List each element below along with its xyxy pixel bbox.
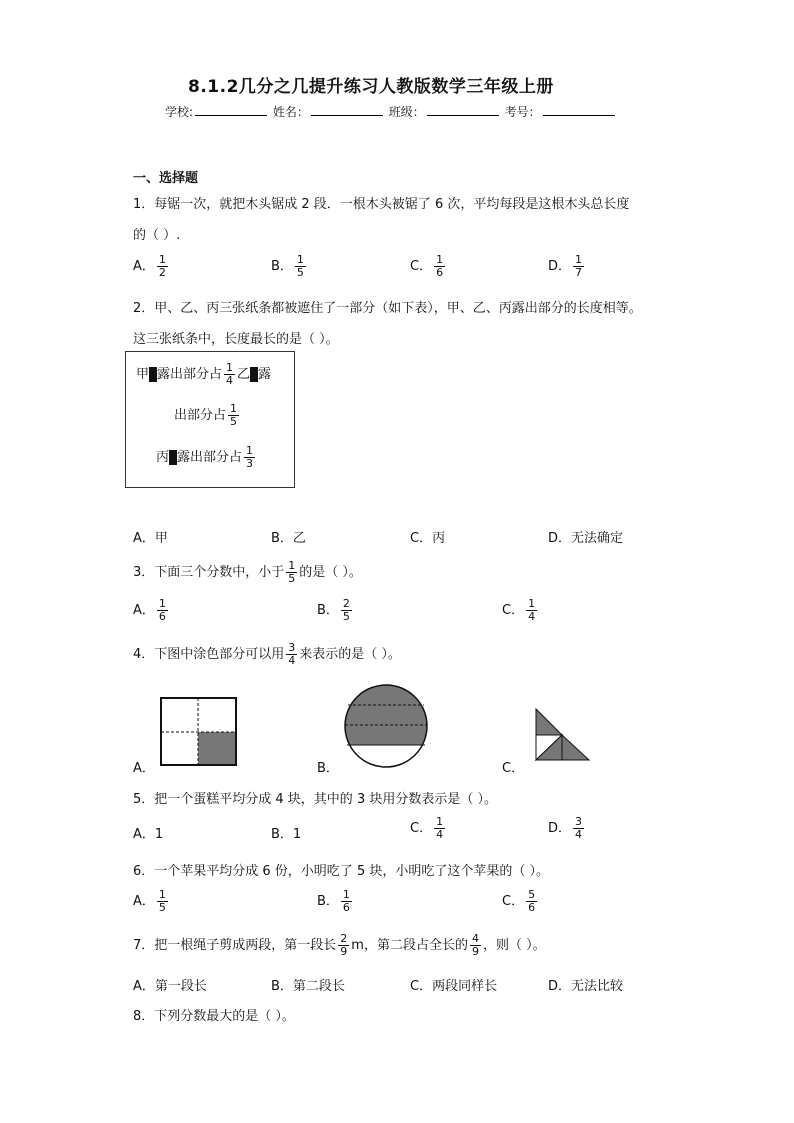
denominator: 4 bbox=[288, 654, 296, 667]
denominator: 4 bbox=[528, 610, 536, 623]
fraction bbox=[295, 254, 306, 279]
option-label: D． bbox=[548, 821, 572, 836]
question-text: 3．下面三个分数中，小于 bbox=[133, 565, 285, 580]
option-label: A． bbox=[133, 894, 155, 909]
q2-table-row3 bbox=[156, 445, 257, 470]
denominator: 6 bbox=[528, 901, 536, 914]
denominator: 4 bbox=[575, 828, 583, 841]
shown-text: 出部分占 bbox=[174, 408, 227, 423]
question-8: 8．下列分数最大的是（ ）。 bbox=[133, 1009, 295, 1024]
denominator: 5 bbox=[288, 572, 296, 585]
cover-block bbox=[250, 367, 258, 382]
q5-option-c[interactable] bbox=[410, 816, 447, 841]
shown-text: 露出部分占 bbox=[157, 367, 223, 382]
fraction bbox=[573, 816, 584, 841]
fraction bbox=[341, 889, 352, 914]
question-7 bbox=[133, 933, 546, 958]
question-text: 的是（ ）。 bbox=[299, 565, 362, 580]
q6-option-b[interactable] bbox=[317, 889, 354, 914]
option-label: C． bbox=[410, 821, 433, 836]
q5-option-d[interactable] bbox=[548, 816, 586, 841]
numerator: 1 bbox=[436, 815, 444, 828]
question-text: ，则（ ）。 bbox=[482, 938, 546, 953]
q4-figure-circle bbox=[343, 683, 429, 769]
option-label: D． bbox=[548, 979, 572, 994]
q1-option-c[interactable] bbox=[410, 254, 447, 279]
shown-text: 露出部分占 bbox=[177, 450, 243, 465]
shaded-part bbox=[562, 735, 589, 760]
question-text: 7．把一根绳子剪成两段，第一段长 bbox=[133, 938, 337, 953]
fraction bbox=[338, 933, 349, 958]
q3-option-a[interactable] bbox=[133, 598, 170, 623]
q2-option-a[interactable] bbox=[133, 527, 168, 546]
q7-option-c[interactable] bbox=[410, 975, 497, 994]
option-label: B． bbox=[317, 603, 339, 618]
numerator: 4 bbox=[471, 932, 479, 945]
shown-text: 露 bbox=[258, 367, 272, 382]
question-2-line2: 这三张纸条中，长度最长的是（ ）。 bbox=[133, 332, 339, 347]
denominator: 9 bbox=[471, 945, 479, 958]
option-label: A． bbox=[133, 979, 155, 994]
denominator: 2 bbox=[158, 266, 166, 279]
numerator: 1 bbox=[575, 253, 583, 266]
class-label: 班级： bbox=[388, 105, 425, 119]
numerator: 3 bbox=[575, 815, 583, 828]
question-text: 4．下图中涂色部分可以用 bbox=[133, 647, 285, 662]
question-text: m，第二段占全长的 bbox=[351, 938, 468, 953]
option-label: C． bbox=[502, 894, 525, 909]
student-info-line bbox=[165, 103, 617, 120]
number-blank[interactable] bbox=[543, 103, 615, 116]
q1-option-d[interactable] bbox=[548, 254, 586, 279]
option-text: 两段同样长 bbox=[432, 979, 498, 994]
strip-yi: 乙 bbox=[237, 367, 251, 382]
numerator: 3 bbox=[288, 641, 296, 654]
q6-option-a[interactable] bbox=[133, 889, 170, 914]
option-label: A． bbox=[133, 603, 155, 618]
q7-option-a[interactable] bbox=[133, 975, 207, 994]
denominator: 3 bbox=[246, 457, 254, 470]
q7-option-d[interactable] bbox=[548, 975, 623, 994]
q3-option-c[interactable] bbox=[502, 598, 539, 623]
option-label: B． bbox=[271, 827, 293, 842]
q4-figure-triangle bbox=[534, 707, 594, 762]
option-label: D． bbox=[548, 531, 572, 546]
denominator: 5 bbox=[230, 415, 238, 428]
q2-table-row2 bbox=[174, 403, 241, 428]
name-blank[interactable] bbox=[311, 103, 383, 116]
option-text: 甲 bbox=[154, 531, 168, 546]
number-label: 考号： bbox=[504, 105, 541, 119]
fraction bbox=[434, 816, 445, 841]
numerator: 1 bbox=[226, 361, 234, 374]
option-label: B． bbox=[271, 979, 293, 994]
question-1-line2: 的（ ）. bbox=[133, 228, 181, 243]
class-blank[interactable] bbox=[427, 103, 499, 116]
option-text: 无法确定 bbox=[571, 531, 624, 546]
option-text: 第二段长 bbox=[292, 979, 345, 994]
fraction bbox=[573, 254, 584, 279]
name-label: 姓名： bbox=[272, 105, 309, 119]
option-label: B． bbox=[271, 259, 293, 274]
numerator: 2 bbox=[340, 932, 348, 945]
q5-option-a[interactable] bbox=[133, 823, 163, 842]
q4-option-a[interactable]: A． bbox=[133, 761, 155, 776]
denominator: 6 bbox=[436, 266, 444, 279]
fraction bbox=[157, 254, 168, 279]
question-2-line1: 2．甲、乙、丙三张纸条都被遮住了一部分（如下表），甲、乙、丙露出部分的长度相等。 bbox=[133, 301, 642, 316]
strip-jia: 甲 bbox=[136, 367, 150, 382]
numerator: 1 bbox=[158, 888, 166, 901]
fraction bbox=[341, 598, 352, 623]
question-4 bbox=[133, 642, 401, 667]
question-6: 6．一个苹果平均分成 6 份，小明吃了 5 块，小明吃了这个苹果的（ ）。 bbox=[133, 864, 549, 879]
option-text: 乙 bbox=[292, 531, 306, 546]
q3-option-b[interactable] bbox=[317, 598, 354, 623]
numerator: 2 bbox=[342, 597, 350, 610]
numerator: 1 bbox=[288, 559, 296, 572]
question-3 bbox=[133, 560, 362, 585]
denominator: 5 bbox=[158, 901, 166, 914]
option-label: C． bbox=[410, 531, 433, 546]
fraction bbox=[228, 403, 239, 428]
option-label: C． bbox=[410, 259, 433, 274]
school-blank[interactable] bbox=[195, 103, 267, 116]
denominator: 5 bbox=[296, 266, 304, 279]
denominator: 9 bbox=[340, 945, 348, 958]
denominator: 6 bbox=[158, 610, 166, 623]
q7-option-b[interactable] bbox=[271, 975, 345, 994]
numerator: 1 bbox=[296, 253, 304, 266]
denominator: 7 bbox=[575, 266, 583, 279]
fraction bbox=[224, 362, 235, 387]
q4-option-c[interactable]: C． bbox=[502, 761, 525, 776]
question-text: 来表示的是（ ）。 bbox=[299, 647, 401, 662]
denominator: 4 bbox=[436, 828, 444, 841]
q4-figure-square bbox=[160, 697, 238, 767]
numerator: 1 bbox=[528, 597, 536, 610]
numerator: 5 bbox=[528, 888, 536, 901]
q6-option-c[interactable] bbox=[502, 889, 539, 914]
q1-option-a[interactable] bbox=[133, 254, 170, 279]
numerator: 1 bbox=[436, 253, 444, 266]
fraction bbox=[526, 889, 537, 914]
page-title: 8.1.2几分之几提升练习人教版数学三年级上册 bbox=[188, 77, 554, 97]
fraction bbox=[434, 254, 445, 279]
option-label: B． bbox=[271, 531, 293, 546]
school-label: 学校: bbox=[165, 105, 194, 119]
option-label: A． bbox=[133, 531, 155, 546]
option-text: 丙 bbox=[432, 531, 446, 546]
numerator: 1 bbox=[342, 888, 350, 901]
numerator: 1 bbox=[230, 402, 238, 415]
denominator: 6 bbox=[342, 901, 350, 914]
option-label: C． bbox=[410, 979, 433, 994]
shaded-part bbox=[343, 683, 429, 745]
fraction bbox=[286, 560, 297, 585]
fraction bbox=[157, 598, 168, 623]
option-label: A． bbox=[133, 827, 155, 842]
shaded-part bbox=[536, 709, 562, 735]
numerator: 1 bbox=[158, 253, 166, 266]
q4-option-b[interactable]: B． bbox=[317, 761, 339, 776]
fraction bbox=[244, 445, 255, 470]
option-text: 第一段长 bbox=[154, 979, 207, 994]
section-title: 一、选择题 bbox=[133, 171, 199, 186]
fraction bbox=[526, 598, 537, 623]
option-text: 1 bbox=[292, 827, 302, 842]
shaded-quarter bbox=[198, 732, 236, 765]
cover-block bbox=[169, 450, 177, 465]
fraction bbox=[286, 642, 297, 667]
fraction bbox=[157, 889, 168, 914]
option-text: 无法比较 bbox=[571, 979, 624, 994]
question-5: 5．把一个蛋糕平均分成 4 块，其中的 3 块用分数表示是（ ）。 bbox=[133, 792, 497, 807]
fraction bbox=[470, 933, 481, 958]
strip-bing: 丙 bbox=[156, 450, 170, 465]
q5-option-b[interactable] bbox=[271, 823, 301, 842]
option-text: 1 bbox=[154, 827, 164, 842]
denominator: 5 bbox=[342, 610, 350, 623]
cover-block bbox=[149, 367, 157, 382]
q2-option-b[interactable] bbox=[271, 527, 306, 546]
q2-option-c[interactable] bbox=[410, 527, 445, 546]
option-label: B． bbox=[317, 894, 339, 909]
numerator: 1 bbox=[158, 597, 166, 610]
q2-option-d[interactable] bbox=[548, 527, 623, 546]
q1-option-b[interactable] bbox=[271, 254, 308, 279]
option-label: C． bbox=[502, 603, 525, 618]
option-label: A． bbox=[133, 259, 155, 274]
q2-table-row1 bbox=[136, 362, 271, 387]
option-label: D． bbox=[548, 259, 572, 274]
question-1-line1: 1．每锯一次，就把木头锯成 2 段．一根木头被锯了 6 次，平均每段是这根木头总长度 bbox=[133, 197, 630, 212]
numerator: 1 bbox=[246, 444, 254, 457]
denominator: 4 bbox=[226, 374, 234, 387]
